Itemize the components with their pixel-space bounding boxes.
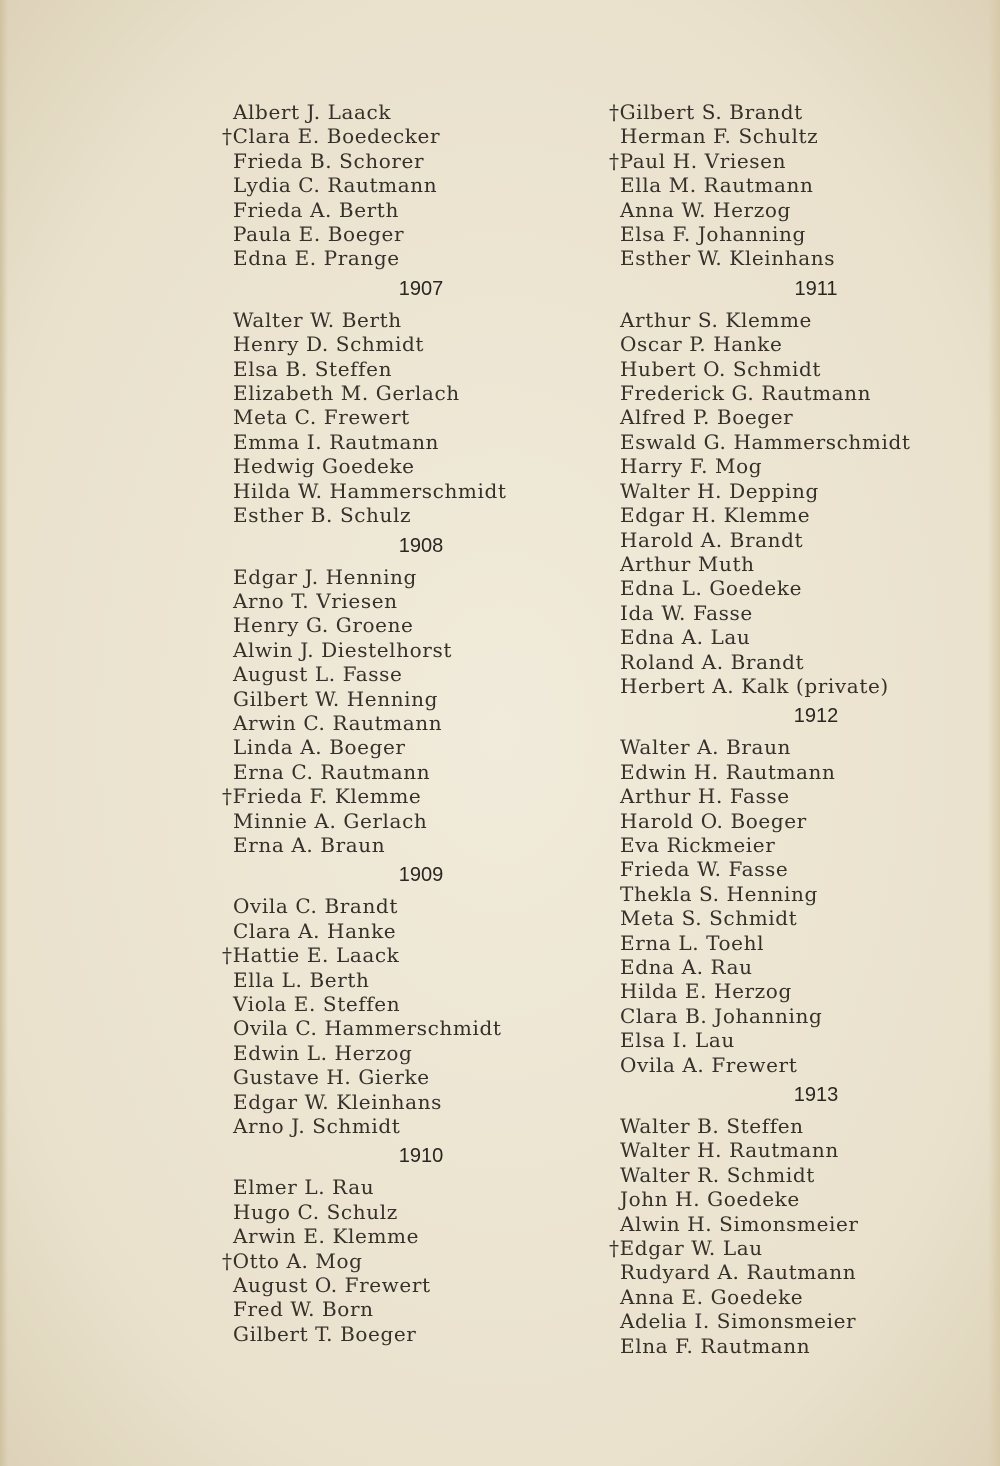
student-name: Erna C. Rautmann bbox=[233, 759, 431, 784]
student-name: Frieda W. Fasse bbox=[620, 857, 789, 882]
student-name: Anna E. Goedeke bbox=[620, 1284, 804, 1309]
student-name: Walter R. Schmidt bbox=[620, 1162, 815, 1187]
student-name: Edgar H. Klemme bbox=[620, 503, 811, 528]
student-name: Thekla S. Henning bbox=[620, 881, 818, 906]
student-name: Ella M. Rautmann bbox=[620, 173, 814, 198]
student-name: Albert J. Laack bbox=[233, 100, 392, 124]
student-name: Eva Rickmeier bbox=[620, 832, 776, 857]
student-name: Herbert A. Kalk (private) bbox=[620, 673, 889, 698]
class-year-heading: 1912 bbox=[793, 705, 839, 728]
student-name: Edgar J. Henning bbox=[233, 564, 417, 589]
student-name: Roland A. Brandt bbox=[620, 649, 805, 674]
right-column bbox=[609, 100, 980, 1358]
student-name: Ovila C. Hammerschmidt bbox=[233, 1016, 502, 1041]
student-name: August L. Fasse bbox=[233, 662, 403, 687]
student-name: Walter W. Berth bbox=[233, 307, 402, 332]
student-name: Elizabeth M. Gerlach bbox=[233, 381, 460, 406]
student-name: Arwin E. Klemme bbox=[233, 1224, 420, 1249]
page-edge-right bbox=[988, 0, 1000, 1466]
student-name: Rudyard A. Rautmann bbox=[620, 1260, 857, 1285]
student-name: Eswald G. Hammerschmidt bbox=[620, 429, 911, 454]
student-name: Elmer L. Rau bbox=[233, 1175, 375, 1200]
student-name: †Gilbert S. Brandt bbox=[609, 100, 803, 124]
student-name: Edgar W. Kleinhans bbox=[233, 1089, 443, 1114]
student-name: Elsa B. Steffen bbox=[233, 356, 393, 381]
student-name: Gustave H. Gierke bbox=[233, 1065, 430, 1090]
student-name: Ovila C. Brandt bbox=[233, 894, 398, 919]
student-name: Ida W. Fasse bbox=[620, 600, 753, 625]
student-name: †Hattie E. Laack bbox=[222, 943, 400, 968]
student-name: Anna W. Herzog bbox=[620, 197, 791, 222]
student-name: Hilda E. Herzog bbox=[620, 979, 792, 1004]
student-name: Lydia C. Rautmann bbox=[233, 173, 438, 198]
student-name: Edna E. Prange bbox=[233, 246, 400, 271]
student-name: Alwin H. Simonsmeier bbox=[620, 1211, 859, 1236]
student-name: Harold O. Boeger bbox=[620, 808, 807, 833]
student-name: Arthur H. Fasse bbox=[620, 784, 790, 809]
class-year-heading: 1907 bbox=[398, 277, 444, 300]
student-name: Arno T. Vriesen bbox=[233, 588, 398, 613]
student-name: Edwin L. Herzog bbox=[233, 1040, 413, 1065]
student-name: Minnie A. Gerlach bbox=[233, 808, 428, 833]
student-name: Harold A. Brandt bbox=[620, 527, 804, 552]
student-name: Walter H. Depping bbox=[620, 478, 819, 503]
student-name: Hilda W. Hammerschmidt bbox=[233, 478, 507, 503]
student-name: Herman F. Schultz bbox=[620, 124, 819, 149]
page-edge-left bbox=[0, 0, 8, 1466]
class-year-heading: 1913 bbox=[793, 1084, 839, 1107]
student-name: Henry D. Schmidt bbox=[233, 332, 424, 357]
student-name: Harry F. Mog bbox=[620, 454, 763, 479]
student-name: Elsa F. Johanning bbox=[620, 222, 806, 247]
student-name: Esther B. Schulz bbox=[233, 503, 412, 528]
student-name: †Paul H. Vriesen bbox=[609, 148, 787, 173]
student-name: Hubert O. Schmidt bbox=[620, 356, 822, 381]
student-name: Edna A. Rau bbox=[620, 955, 753, 979]
student-name: John H. Goedeke bbox=[620, 1187, 800, 1212]
student-name: †Otto A. Mog bbox=[222, 1248, 363, 1273]
student-name: Adelia I. Simonsmeier bbox=[620, 1309, 857, 1334]
student-name: Hedwig Goedeke bbox=[233, 454, 415, 479]
class-year-heading: 1908 bbox=[398, 534, 444, 557]
student-name: Edwin H. Rautmann bbox=[620, 759, 836, 784]
student-name: Gilbert W. Henning bbox=[233, 686, 439, 711]
student-name: Walter B. Steffen bbox=[620, 1114, 804, 1139]
left-column bbox=[222, 100, 563, 1346]
student-name: Clara A. Hanke bbox=[233, 918, 397, 943]
student-name: Clara B. Johanning bbox=[620, 1003, 823, 1028]
student-name: Elna F. Rautmann bbox=[620, 1333, 811, 1358]
student-name: Erna L. Toehl bbox=[620, 930, 765, 955]
student-name: †Clara E. Boedecker bbox=[222, 124, 441, 149]
student-name: Ovila A. Frewert bbox=[620, 1052, 798, 1077]
student-name: Viola E. Steffen bbox=[233, 992, 401, 1016]
student-name: Alfred P. Boeger bbox=[620, 405, 794, 430]
student-name: Esther W. Kleinhans bbox=[620, 246, 836, 271]
student-name: Edna L. Goedeke bbox=[620, 576, 803, 601]
student-name: Frederick G. Rautmann bbox=[620, 381, 872, 406]
student-name: Fred W. Born bbox=[233, 1297, 374, 1322]
student-name: Erna A. Braun bbox=[233, 832, 386, 857]
class-year-heading: 1910 bbox=[398, 1145, 444, 1168]
student-name: Arthur Muth bbox=[620, 551, 755, 576]
student-name: Arno J. Schmidt bbox=[233, 1114, 401, 1139]
student-name: Arthur S. Klemme bbox=[620, 307, 812, 332]
student-name: Linda A. Boeger bbox=[233, 735, 406, 760]
student-name: Oscar P. Hanke bbox=[620, 332, 783, 357]
student-name: Hugo C. Schulz bbox=[233, 1199, 398, 1224]
student-name: Emma I. Rautmann bbox=[233, 429, 440, 454]
student-name: Elsa I. Lau bbox=[620, 1028, 735, 1053]
student-name: August O. Frewert bbox=[233, 1273, 431, 1298]
student-name: Henry G. Groene bbox=[233, 613, 414, 638]
class-year-heading: 1911 bbox=[794, 277, 838, 300]
student-name: †Frieda F. Klemme bbox=[222, 784, 422, 809]
student-name: Edna A. Lau bbox=[620, 625, 751, 650]
student-name: Ella L. Berth bbox=[233, 967, 370, 992]
student-name: Walter A. Braun bbox=[620, 735, 792, 760]
student-name: Walter H. Rautmann bbox=[620, 1138, 839, 1163]
student-name: Frieda B. Schorer bbox=[233, 148, 425, 173]
student-name: Meta C. Frewert bbox=[233, 405, 410, 430]
student-name: Gilbert T. Boeger bbox=[233, 1321, 417, 1346]
student-name: Frieda A. Berth bbox=[233, 197, 399, 222]
student-name: Meta S. Schmidt bbox=[620, 906, 798, 931]
student-name: †Edgar W. Lau bbox=[609, 1236, 763, 1261]
student-name: Paula E. Boeger bbox=[233, 222, 405, 247]
student-name: Arwin C. Rautmann bbox=[233, 710, 443, 735]
student-name: Alwin J. Diestelhorst bbox=[233, 637, 452, 662]
class-year-heading: 1909 bbox=[398, 864, 444, 887]
